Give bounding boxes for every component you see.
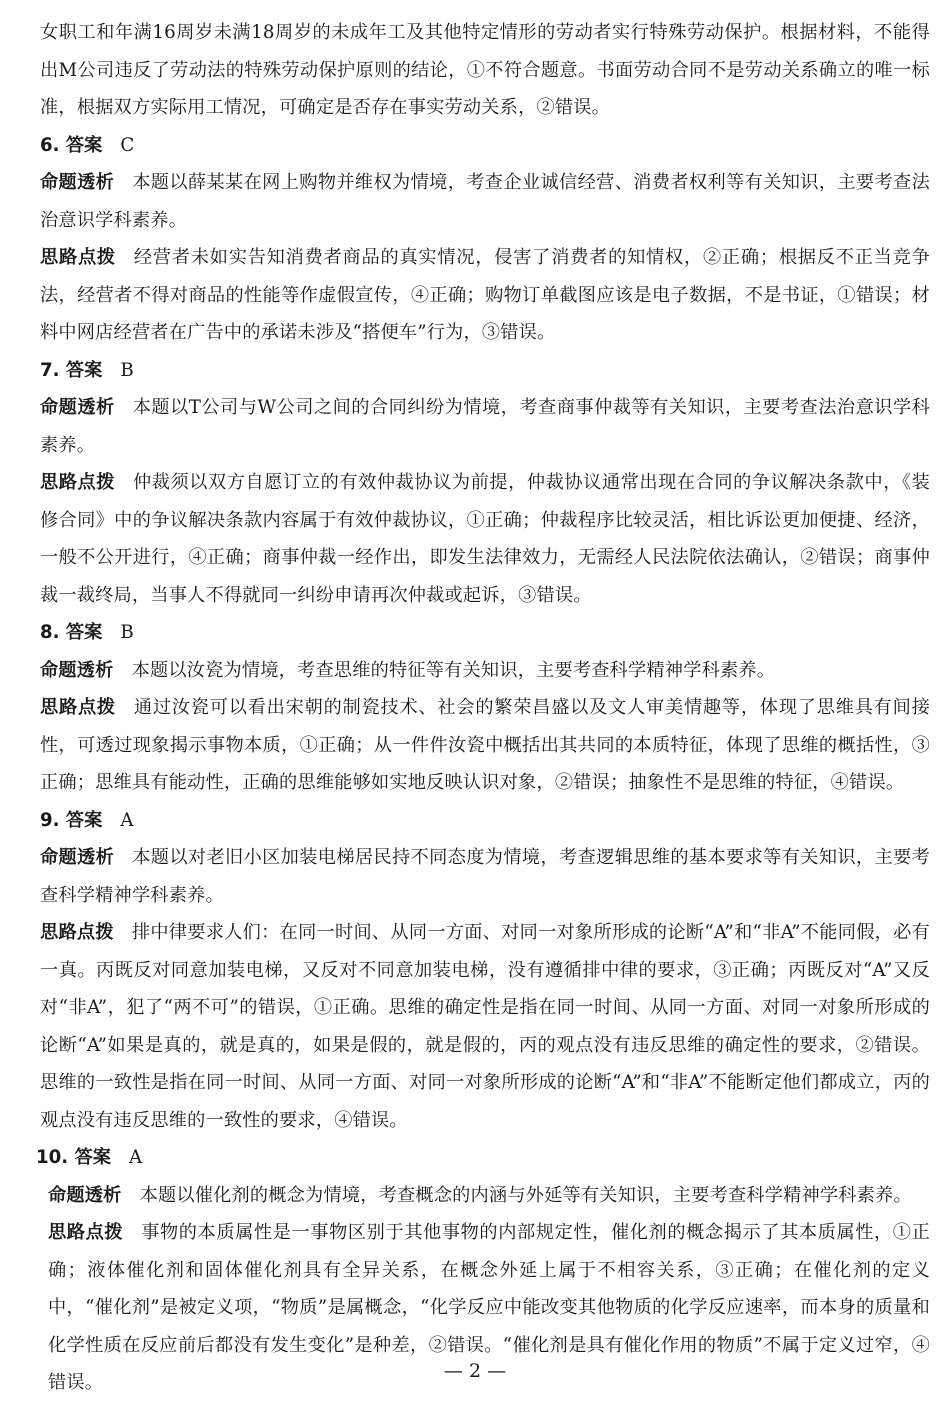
analysis-label: 命题透析: [40, 397, 115, 418]
answer-label: 答案: [74, 1147, 111, 1168]
intro-paragraph: 女职工和年满16周岁未满18周岁的未成年工及其他特定情形的劳动者实行特殊劳动保护。根据材料，不能得出M公司违反了劳动法的特殊劳动保护原则的结论，①不符合题意。书面劳动合同不是劳动关系确立的唯一标准，根据双方实际用工情况，可确定是否存在事实劳动关系，②错误。: [40, 22, 930, 118]
hint-label: 思路点拨: [40, 247, 116, 268]
hint-paragraph: [40, 239, 930, 352]
answer-letter: A: [128, 1147, 143, 1168]
analysis-text: 本题以T公司与W公司之间的合同纠纷为情境，考查商事仲裁等有关知识，主要考查法治意识学科素养。: [40, 397, 930, 456]
hint-text: 通过汝瓷可以看出宋朝的制瓷技术、社会的繁荣昌盛以及文人审美情趣等，体现了思维具有间接性，可透过现象揭示事物本质，①正确；从一件件汝瓷中概括出其共同的本质特征，体现了思维的概括性，③正确；思维具有能动性，正确的思维能够如实地反映认识对象，②错误；抽象性不是思维的特征，④错误。: [40, 697, 930, 793]
hint-paragraph: [40, 464, 930, 614]
analysis-paragraph: [40, 1177, 930, 1215]
answer-label: 答案: [65, 809, 103, 831]
analysis-label: 命题透析: [40, 172, 115, 193]
analysis-text: 本题以对老旧小区加装电梯居民持不同态度为情境，考查逻辑思维的基本要求等有关知识，主要考查科学精神学科素养。: [40, 847, 930, 906]
answer-line: [40, 352, 930, 390]
analysis-text: 本题以薛某某在网上购物并维权为情境，考查企业诚信经营、消费者权利等有关知识，主要考查法治意识学科素养。: [40, 172, 930, 231]
question-number: 9.: [40, 809, 60, 831]
analysis-text: 本题以汝瓷为情境，考查思维的特征等有关知识，主要考查科学精神学科素养。: [131, 659, 776, 681]
hint-label: 思路点拨: [40, 697, 116, 718]
question-6: [40, 127, 930, 352]
answer-letter: B: [120, 622, 134, 643]
hint-text: 经营者未如实告知消费者商品的真实情况，侵害了消费者的知情权，②正确；根据反不正当竞争法，经营者不得对商品的性能等作虚假宣传，④正确；购物订单截图应该是电子数据，不是书证，①错误；材料中网店经营者在广告中的承诺未涉及“搭便车”行为，③错误。: [40, 247, 930, 343]
answer-letter: B: [120, 359, 134, 381]
analysis-label: 命题透析: [48, 1184, 122, 1206]
question-number: 6.: [40, 134, 60, 156]
answer-line: [36, 1139, 930, 1177]
analysis-label: 命题透析: [40, 847, 115, 868]
hint-text: 事物的本质属性是一事物区别于其他事物的内部规定性，催化剂的概念揭示了其本质属性，①正确；液体催化剂和固体催化剂具有全异关系，在概念外延上属于不相容关系，③正确；在催化剂的定义中，“催化剂”是被定义项，“物质”是属概念，“化学反应中能改变其他物质的化学反应速率，而本身的质量和化学性质在反应前后都没有发生变化”是种差，②错误。“催化剂是具有催化作用的物质”不属于定义过窄，④错误。: [48, 1222, 930, 1393]
analysis-paragraph: [40, 389, 930, 464]
hint-label: 思路点拨: [48, 1222, 124, 1243]
answer-label: 答案: [65, 134, 103, 156]
answer-letter: C: [120, 134, 135, 156]
analysis-label: 命题透析: [40, 659, 114, 681]
analysis-paragraph: [40, 164, 930, 239]
analysis-paragraph: [40, 652, 930, 690]
hint-label: 思路点拨: [40, 472, 116, 493]
answer-line: [40, 802, 930, 840]
document-page: [36, 14, 930, 1402]
question-number: 10.: [36, 1147, 69, 1168]
answer-line: [40, 614, 930, 652]
answer-label: 答案: [65, 359, 103, 381]
question-7: [40, 352, 930, 615]
hint-paragraph: [40, 689, 930, 802]
page-number: — 2 —: [443, 1360, 507, 1382]
answer-letter: A: [120, 809, 134, 831]
answer-line: [40, 127, 930, 165]
analysis-text: 本题以催化剂的概念为情境，考查概念的内涵与外延等有关知识，主要考查科学精神学科素养。: [139, 1184, 912, 1206]
analysis-paragraph: [40, 839, 930, 914]
hint-text: 仲裁须以双方自愿订立的有效仲裁协议为前提，仲裁协议通常出现在合同的争议解决条款中，《装修合同》中的争议解决条款内容属于有效仲裁协议，①正确；仲裁程序比较灵活，相比诉讼更加便捷、经济，一般不公开进行，④正确；商事仲裁一经作出，即发生法律效力，无需经人民法院依法确认，②错误；商事仲裁一裁终局，当事人不得就同一纠纷申请再次仲裁或起诉，③错误。: [40, 472, 930, 606]
answer-label: 答案: [65, 622, 103, 643]
hint-paragraph: [40, 914, 930, 1139]
question-number: 7.: [40, 359, 60, 381]
question-9: [40, 802, 930, 1140]
question-8: [40, 614, 930, 802]
hint-label: 思路点拨: [40, 922, 114, 943]
hint-text: 排中律要求人们：在同一时间、从同一方面、对同一对象所形成的论断“A”和“非A”不能同假，必有一真。丙既反对同意加装电梯，又反对不同意加装电梯，没有遵循排中律的要求，③正确；丙既反对“A”又反对“非A”，犯了“两不可”的错误，①正确。思维的确定性是指在同一时间、从同一方面、对同一对象所形成的论断“A”如果是真的，就是真的，如果是假的，就是假的，丙的观点没有违反思维的确定性的要求，②错误。思维的一致性是指在同一时间、从同一方面、对同一对象所形成的论断“A”和“非A”不能断定他们都成立，丙的观点没有违反思维的一致性的要求，④错误。: [40, 922, 930, 1131]
question-number: 8.: [40, 622, 60, 643]
